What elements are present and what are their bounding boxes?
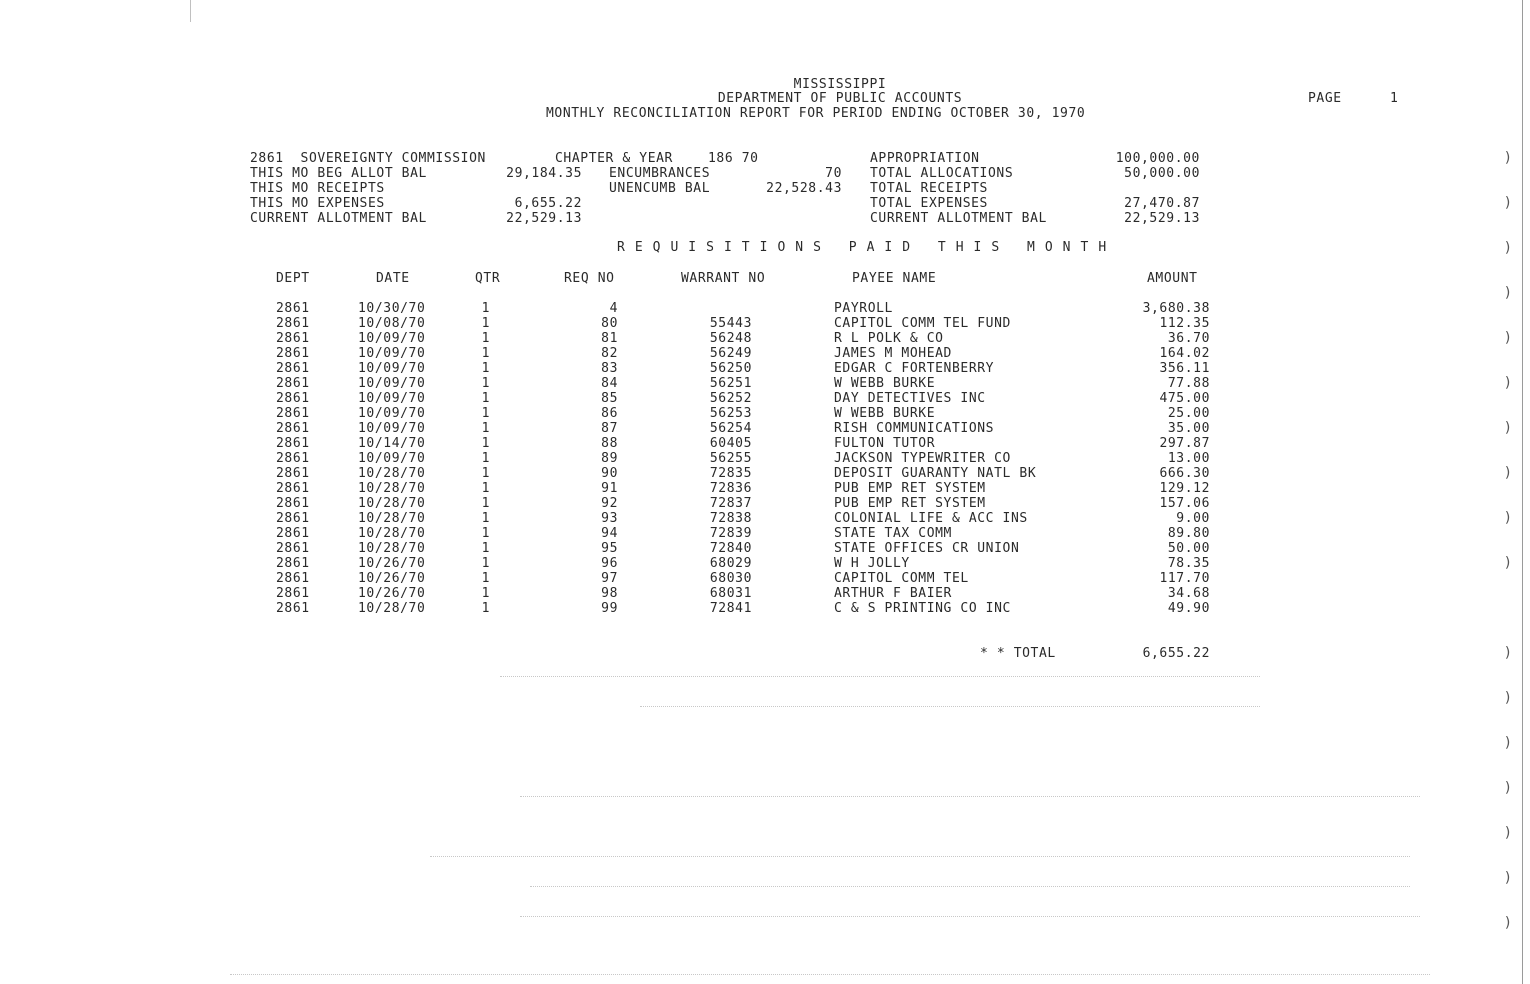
- cell-payee: CAPITOL COMM TEL: [834, 571, 969, 586]
- cell-warrant: 56254: [709, 421, 752, 436]
- binder-hole-mark: ): [1503, 195, 1512, 211]
- binder-hole-mark: ): [1503, 645, 1512, 661]
- cell-qtr: 1: [481, 586, 490, 601]
- cell-qtr: 1: [481, 526, 490, 541]
- binder-hole-mark: ): [1503, 870, 1512, 886]
- col-header-req-no: REQ NO: [564, 271, 615, 286]
- cell-dept: 2861: [276, 436, 310, 451]
- print-through-line: [530, 886, 1410, 887]
- cell-date: 10/09/70: [358, 391, 426, 406]
- cell-warrant: 56248: [709, 331, 752, 346]
- col-header-date: DATE: [376, 271, 410, 286]
- cell-date: 10/09/70: [358, 361, 426, 376]
- cell-req-no: 80: [601, 316, 618, 331]
- col-header-dept: DEPT: [276, 271, 310, 286]
- cell-warrant: 68029: [709, 556, 752, 571]
- cell-amount: 36.70: [1167, 331, 1210, 346]
- right-scan-edge: [1522, 0, 1523, 984]
- total-allocations-value: 50,000.00: [1124, 166, 1200, 181]
- binder-hole-mark: ): [1503, 735, 1512, 751]
- cell-req-no: 86: [601, 406, 618, 421]
- cell-date: 10/28/70: [358, 496, 426, 511]
- cell-qtr: 1: [481, 316, 490, 331]
- cell-date: 10/09/70: [358, 421, 426, 436]
- total-allocations-label: TOTAL ALLOCATIONS: [870, 166, 1014, 181]
- cell-warrant: 72839: [709, 526, 752, 541]
- cell-qtr: 1: [481, 556, 490, 571]
- cell-payee: W WEBB BURKE: [834, 406, 936, 421]
- section-title: REQUISITIONS PAID THIS MONTH: [617, 240, 1117, 255]
- cell-amount: 666.30: [1159, 466, 1210, 481]
- cell-amount: 78.35: [1167, 556, 1210, 571]
- total-value: 6,655.22: [1142, 646, 1210, 661]
- binder-hole-mark: ): [1503, 375, 1512, 391]
- cell-qtr: 1: [481, 361, 490, 376]
- cell-amount: 49.90: [1167, 601, 1210, 616]
- cell-warrant: 56255: [709, 451, 752, 466]
- header-state: MISSISSIPPI: [793, 77, 887, 92]
- cell-payee: PAYROLL: [834, 301, 893, 316]
- cell-amount: 50.00: [1167, 541, 1210, 556]
- mo-expenses-label: THIS MO EXPENSES: [250, 196, 385, 211]
- print-through-line: [230, 974, 1430, 975]
- cell-dept: 2861: [276, 586, 310, 601]
- cell-payee: C & S PRINTING CO INC: [834, 601, 1011, 616]
- binder-hole-mark: ): [1503, 780, 1512, 796]
- cell-date: 10/28/70: [358, 511, 426, 526]
- binder-hole-mark: ): [1503, 150, 1512, 166]
- cell-warrant: 72837: [709, 496, 752, 511]
- cell-date: 10/26/70: [358, 556, 426, 571]
- binder-hole-mark: ): [1503, 240, 1512, 256]
- cell-date: 10/28/70: [358, 526, 426, 541]
- cell-req-no: 88: [601, 436, 618, 451]
- cell-qtr: 1: [481, 541, 490, 556]
- cell-payee: EDGAR C FORTENBERRY: [834, 361, 995, 376]
- cell-warrant: 60405: [709, 436, 752, 451]
- print-through-line: [500, 676, 1260, 677]
- chapter-year-value: 186 70: [708, 151, 759, 166]
- binder-hole-mark: ): [1503, 825, 1512, 841]
- cell-qtr: 1: [481, 511, 490, 526]
- cell-req-no: 82: [601, 346, 618, 361]
- total-expenses-value: 27,470.87: [1124, 196, 1200, 211]
- cell-amount: 164.02: [1159, 346, 1210, 361]
- cell-date: 10/28/70: [358, 601, 426, 616]
- cell-date: 10/09/70: [358, 346, 426, 361]
- cell-qtr: 1: [481, 346, 490, 361]
- cell-dept: 2861: [276, 496, 310, 511]
- cell-date: 10/28/70: [358, 466, 426, 481]
- cell-amount: 35.00: [1167, 421, 1210, 436]
- cell-payee: FULTON TUTOR: [834, 436, 936, 451]
- cell-dept: 2861: [276, 556, 310, 571]
- current-allot-value-right: 22,529.13: [1124, 211, 1200, 226]
- binder-hole-mark: ): [1503, 915, 1512, 931]
- cell-payee: COLONIAL LIFE & ACC INS: [834, 511, 1028, 526]
- cell-amount: 112.35: [1159, 316, 1210, 331]
- binder-hole-mark: ): [1503, 555, 1512, 571]
- unencumb-bal-label: UNENCUMB BAL: [609, 181, 711, 196]
- unencumb-bal-value: 22,528.43: [766, 181, 842, 196]
- cell-req-no: 99: [601, 601, 618, 616]
- cell-amount: 89.80: [1167, 526, 1210, 541]
- appropriation-value: 100,000.00: [1115, 151, 1200, 166]
- beg-allot-label: THIS MO BEG ALLOT BAL: [250, 166, 427, 181]
- binder-hole-mark: ): [1503, 420, 1512, 436]
- cell-dept: 2861: [276, 601, 310, 616]
- cell-payee: JACKSON TYPEWRITER CO: [834, 451, 1011, 466]
- cell-dept: 2861: [276, 316, 310, 331]
- cell-payee: PUB EMP RET SYSTEM: [834, 496, 986, 511]
- cell-warrant: 56252: [709, 391, 752, 406]
- cell-dept: 2861: [276, 331, 310, 346]
- cell-dept: 2861: [276, 571, 310, 586]
- header-report-title: MONTHLY RECONCILIATION REPORT FOR PERIOD ENDING OCTOBER 30, 1970: [546, 106, 1086, 121]
- cell-warrant: 56251: [709, 376, 752, 391]
- cell-date: 10/09/70: [358, 331, 426, 346]
- cell-qtr: 1: [481, 481, 490, 496]
- cell-dept: 2861: [276, 361, 310, 376]
- cell-payee: STATE TAX COMM: [834, 526, 952, 541]
- mo-receipts-label: THIS MO RECEIPTS: [250, 181, 385, 196]
- col-header-amount: AMOUNT: [1147, 271, 1198, 286]
- cell-qtr: 1: [481, 391, 490, 406]
- binder-hole-mark: ): [1503, 510, 1512, 526]
- cell-amount: 77.88: [1167, 376, 1210, 391]
- cell-payee: STATE OFFICES CR UNION: [834, 541, 1020, 556]
- cell-dept: 2861: [276, 421, 310, 436]
- binder-hole-mark: ): [1503, 285, 1512, 301]
- print-through-line: [640, 706, 1260, 707]
- cell-date: 10/28/70: [358, 481, 426, 496]
- cell-req-no: 4: [609, 301, 618, 316]
- cell-payee: JAMES M MOHEAD: [834, 346, 952, 361]
- cell-amount: 25.00: [1167, 406, 1210, 421]
- cell-qtr: 1: [481, 496, 490, 511]
- cell-payee: W H JOLLY: [834, 556, 910, 571]
- col-header-warrant-no: WARRANT NO: [681, 271, 766, 286]
- cell-req-no: 92: [601, 496, 618, 511]
- cell-amount: 34.68: [1167, 586, 1210, 601]
- left-scan-edge: [190, 0, 191, 22]
- cell-payee: RISH COMMUNICATIONS: [834, 421, 995, 436]
- cell-req-no: 98: [601, 586, 618, 601]
- cell-date: 10/09/70: [358, 376, 426, 391]
- cell-warrant: 56253: [709, 406, 752, 421]
- page-number: 1: [1390, 91, 1399, 106]
- cell-date: 10/26/70: [358, 571, 426, 586]
- cell-qtr: 1: [481, 451, 490, 466]
- total-expenses-label: TOTAL EXPENSES: [870, 196, 988, 211]
- cell-warrant: 72838: [709, 511, 752, 526]
- cell-req-no: 94: [601, 526, 618, 541]
- header-department: DEPARTMENT OF PUBLIC ACCOUNTS: [717, 91, 963, 106]
- cell-date: 10/26/70: [358, 586, 426, 601]
- cell-amount: 129.12: [1159, 481, 1210, 496]
- cell-qtr: 1: [481, 406, 490, 421]
- cell-qtr: 1: [481, 436, 490, 451]
- cell-qtr: 1: [481, 571, 490, 586]
- cell-dept: 2861: [276, 451, 310, 466]
- page-label: PAGE: [1308, 91, 1342, 106]
- cell-dept: 2861: [276, 301, 310, 316]
- cell-req-no: 93: [601, 511, 618, 526]
- cell-qtr: 1: [481, 301, 490, 316]
- cell-amount: 9.00: [1176, 511, 1210, 526]
- cell-payee: W WEBB BURKE: [834, 376, 936, 391]
- total-label: * * TOTAL: [980, 646, 1056, 661]
- cell-amount: 3,680.38: [1142, 301, 1210, 316]
- cell-warrant: 72835: [709, 466, 752, 481]
- cell-payee: ARTHUR F BAIER: [834, 586, 952, 601]
- beg-allot-value: 29,184.35: [506, 166, 582, 181]
- cell-warrant: 55443: [709, 316, 752, 331]
- cell-payee: CAPITOL COMM TEL FUND: [834, 316, 1011, 331]
- cell-dept: 2861: [276, 541, 310, 556]
- cell-dept: 2861: [276, 466, 310, 481]
- cell-amount: 157.06: [1159, 496, 1210, 511]
- cell-amount: 356.11: [1159, 361, 1210, 376]
- cell-warrant: 72836: [709, 481, 752, 496]
- cell-amount: 117.70: [1159, 571, 1210, 586]
- cell-qtr: 1: [481, 466, 490, 481]
- encumbrances-value: 70: [825, 166, 842, 181]
- cell-warrant: 72841: [709, 601, 752, 616]
- total-receipts-label: TOTAL RECEIPTS: [870, 181, 988, 196]
- encumbrances-label: ENCUMBRANCES: [609, 166, 711, 181]
- cell-dept: 2861: [276, 346, 310, 361]
- cell-date: 10/14/70: [358, 436, 426, 451]
- print-through-line: [430, 856, 1410, 857]
- cell-payee: DAY DETECTIVES INC: [834, 391, 986, 406]
- cell-req-no: 97: [601, 571, 618, 586]
- cell-date: 10/09/70: [358, 451, 426, 466]
- cell-dept: 2861: [276, 406, 310, 421]
- current-allot-value-left: 22,529.13: [506, 211, 582, 226]
- cell-qtr: 1: [481, 331, 490, 346]
- binder-hole-mark: ): [1503, 330, 1512, 346]
- cell-dept: 2861: [276, 526, 310, 541]
- cell-amount: 475.00: [1159, 391, 1210, 406]
- cell-warrant: 72840: [709, 541, 752, 556]
- binder-hole-mark: ): [1503, 690, 1512, 706]
- cell-amount: 297.87: [1159, 436, 1210, 451]
- cell-dept: 2861: [276, 391, 310, 406]
- cell-warrant: 56250: [709, 361, 752, 376]
- cell-warrant: 68030: [709, 571, 752, 586]
- col-header-qtr: QTR: [475, 271, 501, 286]
- cell-amount: 13.00: [1167, 451, 1210, 466]
- cell-date: 10/28/70: [358, 541, 426, 556]
- cell-req-no: 83: [601, 361, 618, 376]
- cell-warrant: 68031: [709, 586, 752, 601]
- appropriation-label: APPROPRIATION: [870, 151, 980, 166]
- cell-date: 10/09/70: [358, 406, 426, 421]
- cell-payee: R L POLK & CO: [834, 331, 944, 346]
- cell-dept: 2861: [276, 511, 310, 526]
- binder-hole-mark: ): [1503, 465, 1512, 481]
- cell-req-no: 95: [601, 541, 618, 556]
- cell-req-no: 87: [601, 421, 618, 436]
- print-through-line: [520, 916, 1420, 917]
- print-through-line: [520, 796, 1420, 797]
- cell-date: 10/30/70: [358, 301, 426, 316]
- cell-req-no: 90: [601, 466, 618, 481]
- cell-req-no: 85: [601, 391, 618, 406]
- agency-line: 2861 SOVEREIGNTY COMMISSION: [250, 151, 486, 166]
- cell-qtr: 1: [481, 421, 490, 436]
- cell-req-no: 89: [601, 451, 618, 466]
- cell-qtr: 1: [481, 601, 490, 616]
- cell-date: 10/08/70: [358, 316, 426, 331]
- cell-warrant: 56249: [709, 346, 752, 361]
- cell-dept: 2861: [276, 376, 310, 391]
- cell-req-no: 96: [601, 556, 618, 571]
- current-allot-label-left: CURRENT ALLOTMENT BAL: [250, 211, 427, 226]
- cell-payee: PUB EMP RET SYSTEM: [834, 481, 986, 496]
- chapter-year-label: CHAPTER & YEAR: [555, 151, 673, 166]
- mo-expenses-value: 6,655.22: [514, 196, 582, 211]
- current-allot-label-right: CURRENT ALLOTMENT BAL: [870, 211, 1047, 226]
- cell-qtr: 1: [481, 376, 490, 391]
- cell-req-no: 81: [601, 331, 618, 346]
- cell-dept: 2861: [276, 481, 310, 496]
- cell-payee: DEPOSIT GUARANTY NATL BK: [834, 466, 1037, 481]
- cell-req-no: 91: [601, 481, 618, 496]
- cell-req-no: 84: [601, 376, 618, 391]
- col-header-payee: PAYEE NAME: [852, 271, 937, 286]
